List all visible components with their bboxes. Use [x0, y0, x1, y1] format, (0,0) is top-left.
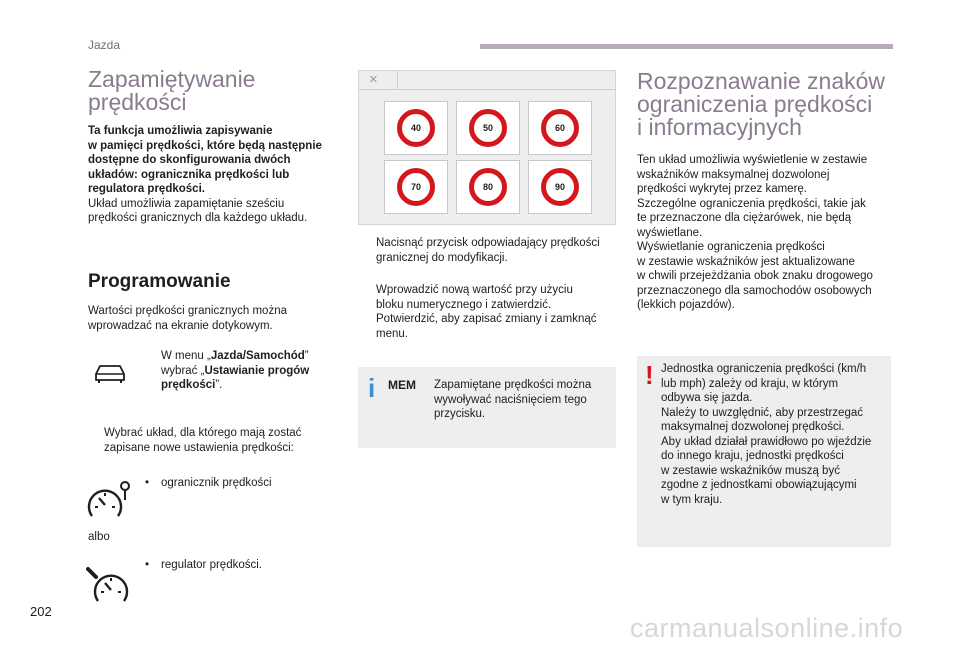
- speed-preset-button[interactable]: [528, 160, 592, 214]
- right-body: Ten układ umożliwia wyświetlenie w zestawie wskaźników maksymalnej dozwolonej prędkości wykrytej przez kamerę. Szczególne ograniczenia prędkości, takie jak te przeznaczone dla ciężarówek, nie będą wyświetlane. Wyświetlanie ograniczenia prędkości w zestawie wskaźników jest aktualizowane w chwili przejeżdżania obok znaku drogowego przeznaczonego dla samochodów osobowych (lekkich pojazdów).: [637, 154, 873, 311]
- middle-steps: [360, 236, 622, 265]
- warning-icon: !: [645, 360, 654, 390]
- speed-sign-icon: 70: [397, 168, 435, 206]
- step-line: Nacisnąć przycisk odpowiadający prędkości: [376, 237, 600, 249]
- speed-sign-icon: 40: [397, 109, 435, 147]
- intro-line: prędkości granicznych dla każdego układu.: [88, 212, 308, 224]
- select-step: [88, 426, 348, 455]
- page-number: 202: [30, 604, 52, 619]
- speed-settings-screen: [358, 70, 616, 225]
- intro-bold-line: Ta funkcja umożliwia zapisywanie: [88, 125, 273, 137]
- step-line: zapisane nowe ustawienia prędkości:: [104, 441, 294, 454]
- info-text: Zapamiętane prędkości można wywoływać naciśnięciem tego przycisku.: [434, 379, 592, 420]
- section-label: Jazda: [88, 38, 121, 52]
- screen-toolbar: [359, 71, 615, 90]
- speed-preset-button[interactable]: [456, 101, 520, 155]
- info-icon: i: [368, 373, 376, 403]
- info-box: [358, 367, 616, 448]
- intro-bold-line: w pamięci prędkości, które będą następnie: [88, 139, 322, 152]
- watermark: carmanualsonline.info: [630, 613, 904, 643]
- car-icon: [93, 362, 127, 384]
- speed-preset-button[interactable]: [456, 160, 520, 214]
- step-line: Potwierdzić, aby zapisać zmiany i zamknąć: [376, 313, 597, 325]
- step-line: bloku numerycznego i zatwierdzić.: [376, 298, 552, 311]
- programming-line: wprowadzać na ekranie dotykowym.: [88, 319, 273, 332]
- warning-text: Jednostka ograniczenia prędkości (km/h lub mph) zależy od kraju, w którym odbywa się jazda. Należy to uwzględnić, aby przestrzegać maksymalnej dozwolonej prędkości. Aby układ działał prawidłowo po wjeździe do innego kraju, jednostki prędkości w zestawie wskaźników muszą być zgodne z jednostkami obowiązującymi w tym kraju.: [661, 363, 872, 506]
- speed-limiter-icon: [86, 480, 132, 522]
- menu-path: Jazda/Samochód: [210, 350, 305, 362]
- speed-preset-button[interactable]: [528, 101, 592, 155]
- option-limiter: • ogranicznik prędkości: [145, 477, 272, 489]
- menu-option: Ustawianie progów: [204, 364, 310, 377]
- intro-line: Układ umożliwia zapamiętanie sześciu: [88, 197, 285, 210]
- intro-bold-line: układów: ogranicznika prędkości lub: [88, 168, 290, 181]
- right-title: [637, 70, 885, 139]
- speed-preset-button[interactable]: [384, 101, 448, 155]
- intro-bold-line: regulatora prędkości.: [88, 183, 205, 195]
- header-divider: [480, 44, 893, 49]
- warning-box: [637, 356, 891, 547]
- cruise-control-icon: [86, 565, 132, 605]
- intro-bold-line: dostępne do skonfigurowania dwóch: [88, 154, 291, 166]
- programming-heading: Programowanie: [88, 271, 231, 292]
- title-line: i informacyjnych: [637, 114, 802, 140]
- speed-sign-icon: 90: [541, 168, 579, 206]
- speed-sign-icon: 60: [541, 109, 579, 147]
- step-line: menu.: [376, 327, 408, 340]
- or-text: albo: [88, 531, 110, 543]
- speed-sign-icon: 50: [469, 109, 507, 147]
- close-icon[interactable]: ×: [369, 71, 378, 88]
- middle-steps: [360, 283, 622, 341]
- left-title: [88, 68, 255, 114]
- programming-line: Wartości prędkości granicznych można: [88, 305, 287, 317]
- step-line: Wprowadzić nową wartość przy użyciu: [376, 284, 573, 296]
- title-line: Zapamiętywanie: [88, 66, 256, 92]
- step-marker: [145, 349, 161, 364]
- step-line: granicznej do modyfikacji.: [376, 251, 508, 264]
- title-line: prędkości: [88, 89, 187, 115]
- step-line: Wybrać układ, dla którego mają zostać: [104, 427, 302, 439]
- title-line: ograniczenia prędkości: [637, 91, 873, 117]
- programming-text: [88, 304, 348, 333]
- mem-key: MEM: [388, 378, 416, 392]
- option-cruise: • regulator prędkości.: [145, 559, 262, 571]
- step-marker: [88, 426, 104, 441]
- title-line: Rozpoznawanie znaków: [637, 68, 886, 94]
- intro-paragraph: [88, 124, 348, 226]
- speed-preset-button[interactable]: [384, 160, 448, 214]
- menu-step: W menu „Jazda/Samochód” wybrać „Ustawianie progów prędkości”.: [145, 349, 345, 393]
- speed-sign-icon: 80: [469, 168, 507, 206]
